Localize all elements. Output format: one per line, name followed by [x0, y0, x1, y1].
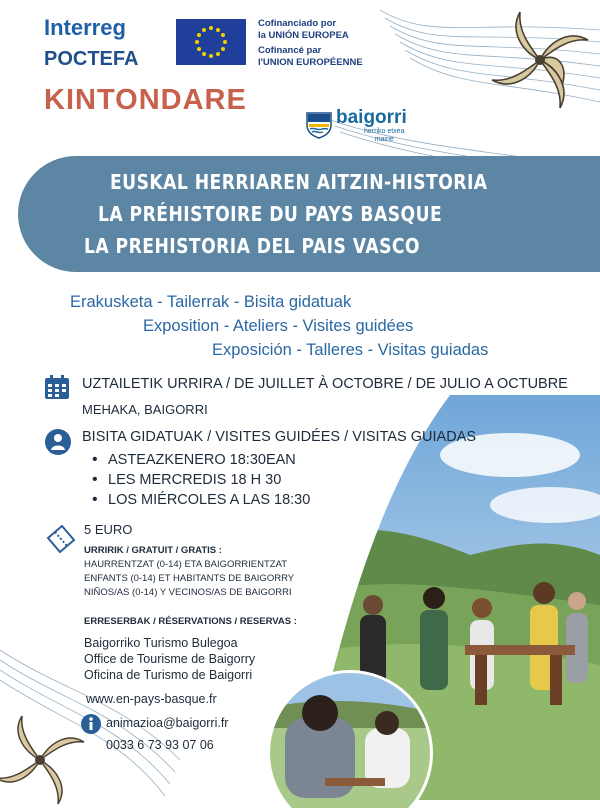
visit-time-french: • LES MERCREDIS 18 H 30	[92, 471, 281, 489]
baigorri-logo-subtext	[364, 128, 404, 144]
free-line-3: NIÑOS/AS (0-14) Y VECINOS/AS DE BAIGORRI	[84, 587, 292, 598]
visits-title: BISITA GIDATUAK / VISITES GUIDÉES / VISITAS GUIADAS	[82, 429, 477, 445]
calendar-icon	[44, 374, 70, 400]
free-line-2: ENFANTS (0-14) ET HABITANTS DE BAIGORRY	[84, 573, 295, 584]
guide-icon	[44, 428, 72, 456]
eu-line-3: Cofinancé par	[258, 45, 322, 56]
website-link[interactable]: www.en-pays-basque.fr	[86, 692, 217, 706]
eu-line-4: l'UNION EUROPÉENNE	[258, 56, 363, 68]
reservation-line-1: Baigorriko Turismo Bulegoa	[84, 636, 238, 650]
interreg-logo-text: Interreg	[44, 15, 126, 40]
email-link[interactable]: animazioa@baigorri.fr	[106, 716, 229, 730]
reservation-line-2: Office de Tourisme de Baigorry	[84, 652, 256, 666]
baigorri-sub-1: herriko etxea	[364, 128, 405, 135]
baigorri-shield-icon	[305, 111, 333, 139]
phone-number: 0033 6 73 93 07 06	[106, 738, 214, 752]
event-place: MEHAKA, BAIGORRI	[82, 402, 208, 417]
title-french: LA PRÉHISTOIRE DU PAYS BASQUE	[98, 202, 443, 226]
baigorri-logo-text: baigorri	[336, 107, 407, 128]
price-amount: 5 EURO	[84, 522, 133, 537]
eu-flag-icon	[176, 19, 246, 65]
project-name: KINTONDARE	[44, 84, 247, 116]
reservations-title: ERRESERBAK / RÉSERVATIONS / RESERVAS :	[84, 616, 297, 627]
swirl-ornament-icon	[488, 8, 592, 112]
visit-time-spanish: • LOS MIÉRCOLES A LAS 18:30	[92, 491, 310, 509]
title-basque: EUSKAL HERRIAREN AITZIN-HISTORIA	[110, 170, 488, 194]
eu-line-1: Cofinanciado por	[258, 18, 337, 29]
free-line-1: HAURRENTZAT (0-14) ETA BAIGORRIENTZAT	[84, 559, 288, 570]
eu-line-2: la UNIÓN EUROPEA	[258, 29, 349, 41]
subtitle-french: Exposition - Ateliers - Visites guidées	[143, 317, 414, 335]
visit-time-basque: • ASTEAZKENERO 18:30EAN	[92, 451, 296, 469]
eu-cofinancing-text	[258, 18, 363, 68]
title-spanish: LA PREHISTORIA DEL PAIS VASCO	[84, 234, 420, 258]
free-title: URRIRIK / GRATUIT / GRATIS :	[84, 545, 222, 556]
workshop-photo	[265, 668, 435, 808]
ticket-icon	[44, 524, 76, 554]
reservation-line-3: Oficina de Turismo de Baigorri	[84, 668, 253, 682]
subtitle-basque: Erakusketa - Tailerrak - Bisita gidatuak	[70, 293, 352, 311]
date-period: UZTAILETIK URRIRA / DE JUILLET À OCTOBRE / DE JULIO A OCTUBRE	[82, 376, 568, 392]
baigorri-sub-2: mairie	[374, 136, 394, 143]
subtitle-spanish: Exposición - Talleres - Visitas guiadas	[212, 341, 489, 359]
info-icon	[80, 713, 102, 735]
poctefa-logo-text: POCTEFA	[44, 48, 139, 70]
swirl-ornament-icon-bottom	[0, 712, 88, 808]
